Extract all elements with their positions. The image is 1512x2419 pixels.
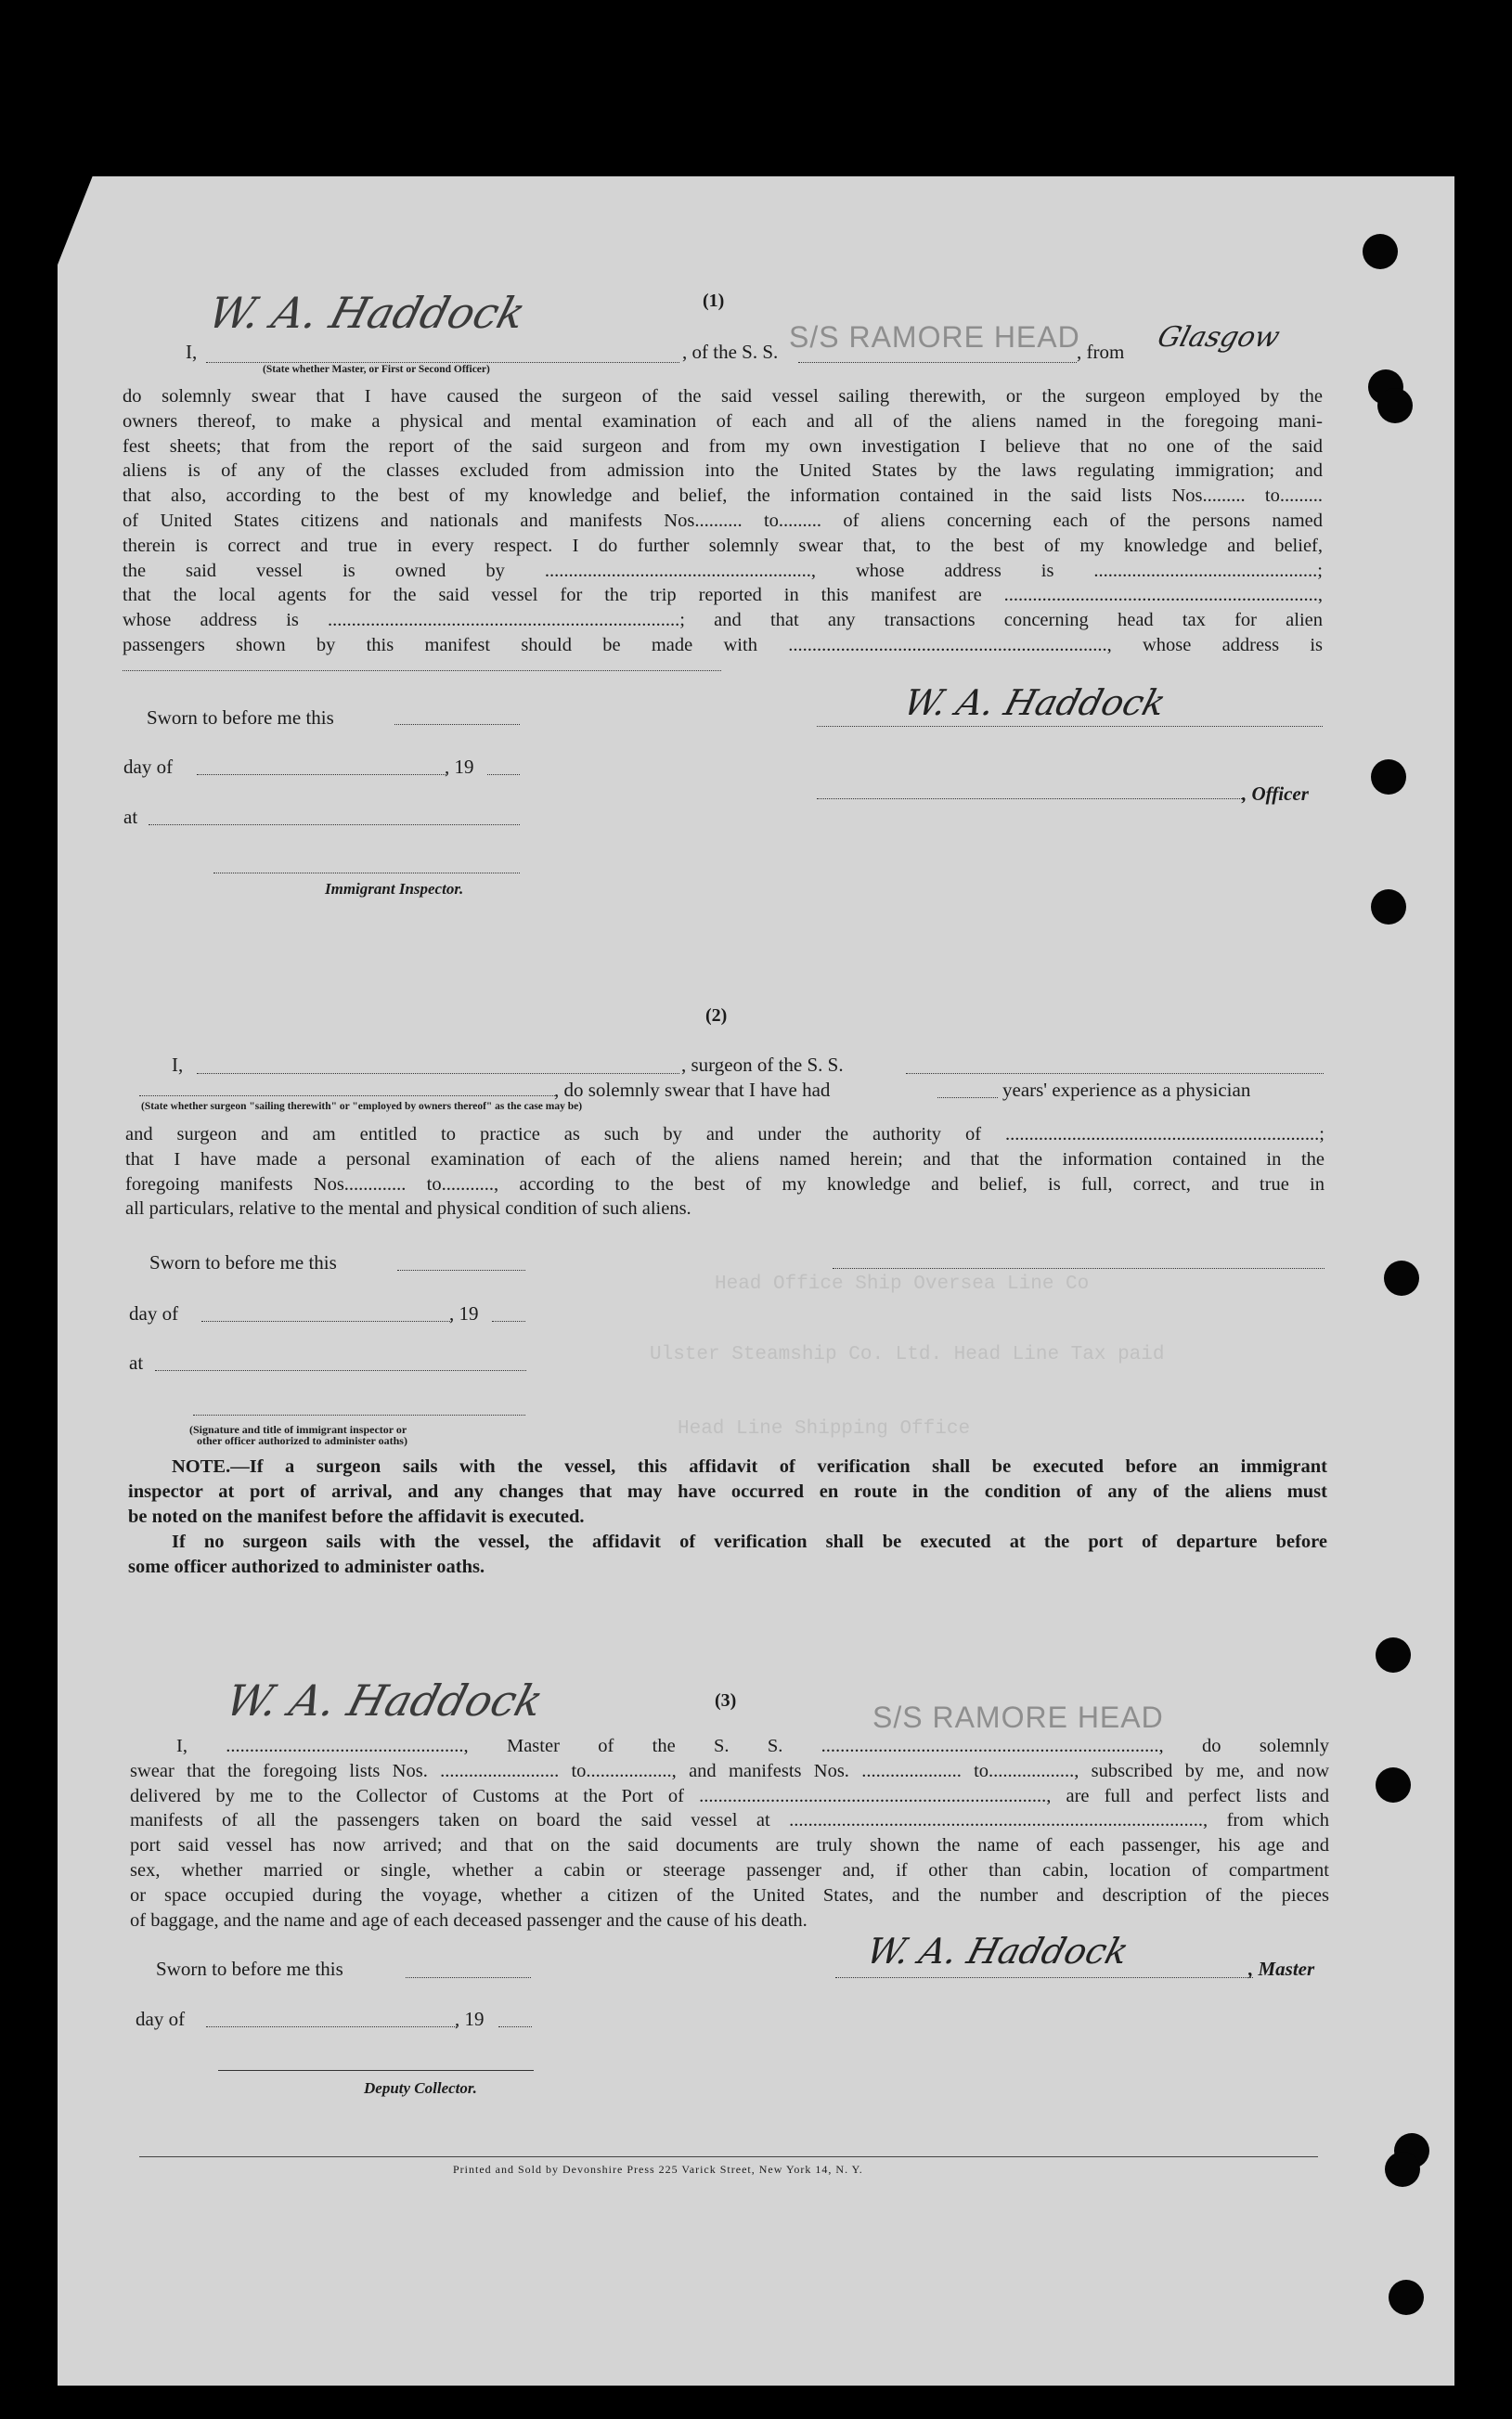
section2-body bbox=[125, 1122, 1325, 1222]
body-line: fest sheets; that from the report of the said surgeon and from my own investigation I believe that no one of the said bbox=[123, 435, 1323, 457]
year-label: , 19 bbox=[449, 1302, 479, 1325]
year-line bbox=[492, 1321, 525, 1322]
at-line bbox=[155, 1370, 526, 1371]
punch-hole bbox=[1371, 759, 1406, 795]
inspector-caption: Immigrant Inspector. bbox=[325, 880, 464, 898]
at-line bbox=[149, 824, 520, 825]
at-label: at bbox=[129, 1352, 144, 1374]
body-line: I, .................................................., Master of the S. S. ......................................................................., do solemnly bbox=[176, 1736, 1329, 1756]
body-line: swear that the foregoing lists Nos. ......................... to.................., and manifests Nos. ..................... to.................., subscribed by me, and now bbox=[130, 1760, 1329, 1781]
body-line: therein is correct and true in every respect. I do further solemnly swear that, to the best of my knowledge and belief, bbox=[123, 535, 1323, 556]
years-experience-label: years' experience as a physician bbox=[1002, 1079, 1251, 1101]
body-line: of United States citizens and nationals and manifests Nos.......... to......... of aliens concerning each of the persons named bbox=[123, 510, 1323, 531]
surgeon-name-line bbox=[197, 1073, 679, 1074]
section1-body bbox=[123, 384, 1323, 658]
sworn-label: Sworn to before me this bbox=[147, 706, 334, 729]
of-ss-label: , of the S. S. bbox=[682, 341, 779, 363]
body-line: delivered by me to the Collector of Customs at the Port of ........................................................................., are full and perfect lists and bbox=[130, 1785, 1329, 1806]
vessel-name-stamp: S/S RAMORE HEAD bbox=[789, 320, 1080, 354]
day-of-label: day of bbox=[129, 1302, 179, 1325]
sworn-date-line bbox=[406, 1977, 531, 1978]
body-line: aliens is of any of the classes excluded from admission into the United States by the laws regulating immigration; and bbox=[123, 460, 1323, 482]
punch-hole bbox=[1384, 1261, 1419, 1296]
name-line bbox=[206, 362, 679, 363]
body-line: passengers shown by this manifest should be made with ..................................................................., whose address is bbox=[123, 634, 1323, 655]
body-line: all particulars, relative to the mental and physical condition of such aliens. bbox=[125, 1198, 691, 1220]
punch-hole bbox=[1389, 2280, 1424, 2315]
solemnly-swear-label: , do solemnly swear that I have had bbox=[554, 1079, 831, 1101]
note-paragraph bbox=[128, 1455, 1327, 1529]
note-line: be noted on the manifest before the affidavit is executed. bbox=[128, 1506, 585, 1527]
surgeon-signature-line bbox=[833, 1268, 1325, 1269]
note-line: some officer authorized to administer oaths. bbox=[128, 1556, 485, 1577]
day-of-label: day of bbox=[123, 756, 174, 778]
punch-hole bbox=[1385, 2152, 1420, 2187]
surgeon-caption: (State whether surgeon "sailing therewith" or "employed by owners thereof" as the case may be) bbox=[141, 1101, 583, 1112]
officer-name-signature: W. A. Haddock bbox=[202, 288, 531, 338]
master-caption: , Master bbox=[1248, 1958, 1315, 1980]
bleed-through-text: Head Office Ship Oversea Line Co bbox=[715, 1274, 1090, 1295]
body-line: foregoing manifests Nos............. to..........., according to the best of my knowledge and belief, is full, correct, and true in bbox=[125, 1173, 1325, 1195]
body-line: owners thereof, to make a physical and mental examination of each and all of the aliens named in the foregoing mani- bbox=[123, 410, 1323, 432]
collector-signature-line bbox=[218, 2070, 534, 2071]
surgeon-of-ss-label: , surgeon of the S. S. bbox=[681, 1054, 844, 1076]
vessel-line bbox=[798, 362, 1077, 363]
master-signature-line bbox=[835, 1977, 1253, 1978]
vessel-name-stamp: S/S RAMORE HEAD bbox=[872, 1701, 1164, 1734]
collector-caption: Deputy Collector. bbox=[364, 2079, 477, 2097]
body-line: do solemnly swear that I have caused the surgeon of the said vessel sailing therewith, or the surgeon employed by the bbox=[123, 386, 1323, 407]
body-line: manifests of all the passengers taken on board the said vessel at ......................................................................................., from which bbox=[130, 1810, 1329, 1831]
printer-imprint: Printed and Sold by Devonshire Press 225 Varick Street, New York 14, N. Y. bbox=[453, 2163, 863, 2176]
inspector-signature-line bbox=[193, 1415, 525, 1416]
note-line: NOTE.—If a surgeon sails with the vessel, this affidavit of verification shall be executed before an immigrant bbox=[172, 1456, 1327, 1477]
master-signature: W. A. Haddock bbox=[862, 1931, 1133, 1972]
officer-signature-line bbox=[817, 798, 1244, 799]
body-line: of baggage, and the name and age of each deceased passenger and the cause of his death. bbox=[130, 1909, 808, 1931]
sworn-date-line bbox=[394, 724, 520, 725]
section-number: (1) bbox=[703, 291, 725, 311]
body-line: the said vessel is owned by ........................................................, whose address is ...............................................; bbox=[123, 560, 1323, 581]
body-line: whose address is ..........................................................................; and that any transactions concerning head tax for alien bbox=[123, 610, 1323, 631]
bleed-through-text: Ulster Steamship Co. Ltd. Head Line Tax paid bbox=[650, 1344, 1165, 1365]
sworn-label: Sworn to before me this bbox=[156, 1958, 343, 1980]
year-label: , 19 bbox=[455, 2008, 485, 2030]
surgeon-status-line bbox=[139, 1095, 557, 1096]
body-line: that also, according to the best of my knowledge and belief, the information contained in the said lists Nos......... to......... bbox=[123, 485, 1323, 507]
intro-i: I, bbox=[186, 341, 198, 363]
at-label: at bbox=[123, 806, 138, 828]
note2-paragraph bbox=[128, 1530, 1327, 1580]
punch-hole bbox=[1376, 1767, 1411, 1803]
sworn-date-line bbox=[397, 1270, 525, 1271]
officer-caption: (State whether Master, or First or Second Officer) bbox=[263, 364, 490, 375]
body-line: sex, whether married or single, whether a cabin or steerage passenger and, if other than cabin, location of compartment bbox=[130, 1859, 1329, 1881]
section-number: (2) bbox=[705, 1005, 728, 1026]
day-line bbox=[197, 774, 447, 775]
punch-hole bbox=[1363, 234, 1398, 269]
master-name-signature: W. A. Haddock bbox=[220, 1675, 549, 1726]
year-line bbox=[498, 2026, 532, 2027]
signature-caption-line1: (Signature and title of immigrant inspector or bbox=[189, 1423, 407, 1436]
body-line: that I have made a personal examination of each of the aliens named herein; and that the information contained in the bbox=[125, 1148, 1325, 1170]
sworn-label: Sworn to before me this bbox=[149, 1251, 337, 1274]
year-line bbox=[487, 774, 520, 775]
body-line: that the local agents for the said vessel for the trip reported in this manifest are .................................................................., bbox=[123, 585, 1323, 606]
footer-rule bbox=[139, 2156, 1318, 2157]
punch-hole bbox=[1376, 1637, 1411, 1673]
address-continuation-line bbox=[123, 670, 721, 671]
punch-hole bbox=[1371, 889, 1406, 925]
surgeon-vessel-line bbox=[906, 1073, 1324, 1074]
body-line: port said vessel has now arrived; and that on the said documents are truly shown the name of each passenger, his age and bbox=[130, 1835, 1329, 1856]
officer-signature-line-top bbox=[817, 726, 1323, 727]
body-line: and surgeon and am entitled to practice as such by and under the authority of ..................................................................; bbox=[125, 1124, 1325, 1145]
note-line: If no surgeon sails with the vessel, the affidavit of verification shall be executed at the port of departure before bbox=[172, 1532, 1327, 1552]
years-line bbox=[937, 1097, 998, 1098]
note-line: inspector at port of arrival, and any changes that may have occurred en route in the condition of any of the aliens must bbox=[128, 1481, 1327, 1502]
body-line: or space occupied during the voyage, whether a citizen of the United States, and the number and description of the pieces bbox=[130, 1884, 1329, 1906]
day-line bbox=[206, 2026, 457, 2027]
punch-hole bbox=[1377, 388, 1413, 423]
bleed-through-text: Head Line Shipping Office bbox=[678, 1418, 971, 1440]
section3-body bbox=[130, 1734, 1329, 1933]
signature-caption-line2: other officer authorized to administer oaths) bbox=[197, 1434, 407, 1447]
intro-i: I, bbox=[172, 1054, 184, 1076]
section-number: (3) bbox=[715, 1690, 737, 1711]
from-port-signature: Glasgow bbox=[1154, 321, 1284, 354]
day-line bbox=[201, 1321, 452, 1322]
year-label: , 19 bbox=[445, 756, 474, 778]
day-of-label: day of bbox=[136, 2008, 186, 2030]
from-label: , from bbox=[1077, 341, 1125, 363]
officer-signature: W. A. Haddock bbox=[899, 682, 1170, 723]
officer-caption-label: , Officer bbox=[1242, 783, 1309, 805]
